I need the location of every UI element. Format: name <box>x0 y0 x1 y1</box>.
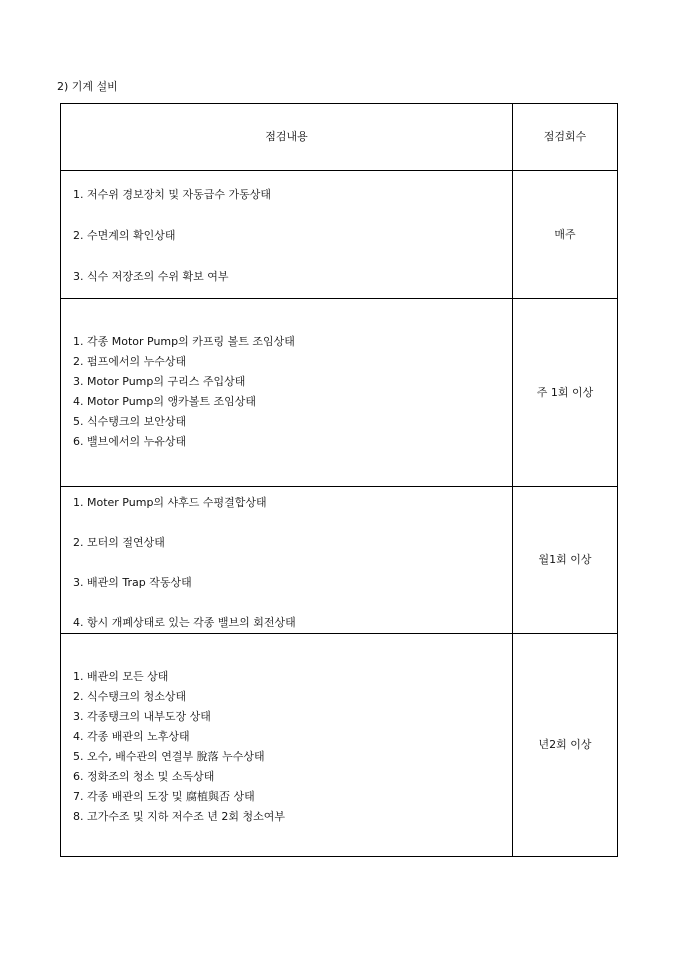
list-item: 6. 정화조의 청소 및 소독상태 <box>73 770 215 783</box>
table-row <box>61 171 618 299</box>
table-row <box>61 487 618 634</box>
item-list <box>61 299 512 449</box>
row-content-cell <box>61 634 513 857</box>
list-item: 3. 배관의 Trap 작동상태 <box>73 576 192 589</box>
list-item: 7. 각종 배관의 도장 및 腐植與否 상태 <box>73 790 255 803</box>
list-item: 8. 고가수조 및 지하 저수조 년 2회 청소여부 <box>73 810 285 823</box>
inspection-table <box>60 103 618 857</box>
list-item: 1. Moter Pump의 샤후드 수평결합상태 <box>73 496 267 509</box>
table-header-row <box>61 104 618 171</box>
list-item: 4. 항시 개폐상태로 있는 각종 밸브의 회전상태 <box>73 616 296 629</box>
section-title: 2) 기계 설비 <box>57 80 118 93</box>
item-list <box>61 171 512 284</box>
row-content-cell <box>61 171 513 299</box>
row-content-cell <box>61 487 513 634</box>
row-frequency: 년2회 이상 <box>513 634 618 857</box>
list-item: 4. Motor Pump의 앵카볼트 조임상태 <box>73 395 257 408</box>
list-item: 3. 식수 저장조의 수위 확보 여부 <box>73 270 229 283</box>
list-item: 6. 밸브에서의 누유상태 <box>73 435 187 448</box>
row-frequency: 월1회 이상 <box>513 487 618 634</box>
list-item: 2. 모터의 절연상태 <box>73 536 165 549</box>
header-content: 점검내용 <box>61 104 513 171</box>
list-item: 1. 배관의 모든 상태 <box>73 670 169 683</box>
table-row <box>61 299 618 487</box>
row-frequency: 주 1회 이상 <box>513 299 618 487</box>
list-item: 1. 각종 Motor Pump의 카프링 볼트 조임상태 <box>73 335 295 348</box>
item-list <box>61 487 512 630</box>
list-item: 2. 수면계의 확인상태 <box>73 229 176 242</box>
list-item: 2. 펌프에서의 누수상태 <box>73 355 187 368</box>
list-item: 4. 각종 배관의 노후상태 <box>73 730 190 743</box>
list-item: 2. 식수탱크의 청소상태 <box>73 690 187 703</box>
table-row <box>61 634 618 857</box>
list-item: 5. 오수, 배수관의 연결부 脫落 누수상태 <box>73 750 265 763</box>
list-item: 3. 각종탱크의 내부도장 상태 <box>73 710 211 723</box>
item-list <box>61 634 512 824</box>
row-content-cell <box>61 299 513 487</box>
list-item: 1. 저수위 경보장치 및 자동급수 가동상태 <box>73 188 271 201</box>
list-item: 3. Motor Pump의 구리스 주입상태 <box>73 375 246 388</box>
list-item: 5. 식수탱크의 보안상태 <box>73 415 187 428</box>
header-frequency: 점검회수 <box>513 104 618 171</box>
row-frequency: 매주 <box>513 171 618 299</box>
